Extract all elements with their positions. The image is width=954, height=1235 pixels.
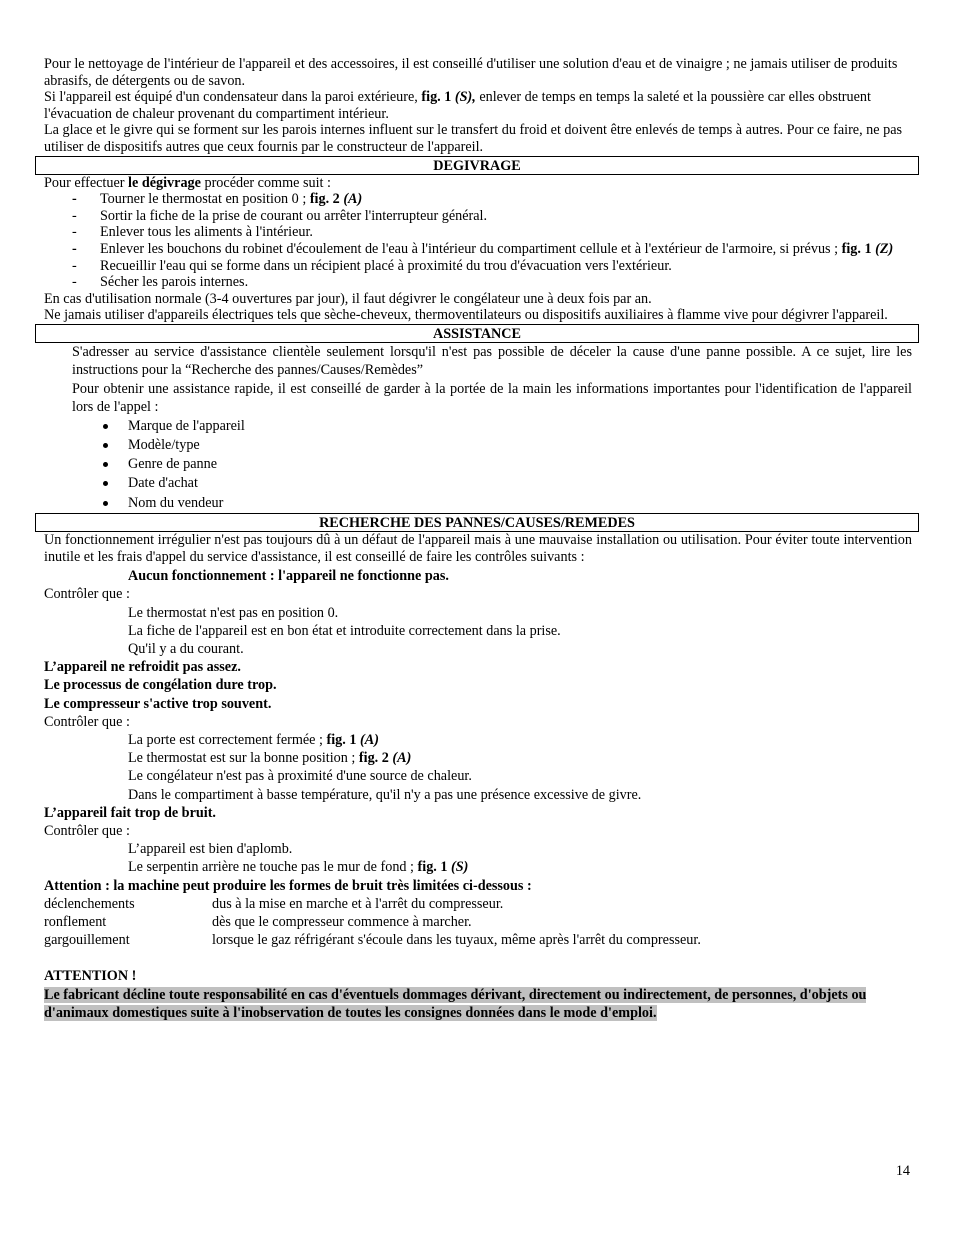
case-title-no-function — [44, 567, 912, 585]
list-item — [44, 274, 912, 291]
case-title-text: Le processus de congélation dure trop. — [44, 677, 277, 694]
intro-paragraph-ice: La glace et le givre qui se forment sur les parois internes influent sur le transfert du froid et doivent être enlevés de temps à autres. Pour ce faire, ne pas utiliser de dispositifs autres que ceux fournis par le constructeur de l'appareil. — [44, 122, 903, 155]
step-text: Sortir la fiche de la prise de courant ou arrêter l'interrupteur général. — [100, 207, 488, 224]
check-text: La porte est correctement fermée ; — [128, 732, 327, 749]
fig-letter: (A) — [392, 750, 412, 767]
check-item: La fiche de l'appareil est en bon état et introduite correctement dans la prise. — [128, 622, 561, 639]
list-item — [44, 224, 912, 241]
list-item: Marque de l'appareil — [44, 417, 912, 436]
noise-row — [44, 931, 912, 949]
case-title-text: L’appareil fait trop de bruit. — [44, 804, 216, 821]
intro-paragraph-cleaning: Pour le nettoyage de l'intérieur de l'appareil et des accessoires, il est conseillé d'utiliser une solution d'eau et de vinaigre ; ne jamais utiliser de produits abrasifs, de détergents ou de savon. — [44, 56, 898, 89]
recherche-intro: Un fonctionnement irrégulier n'est pas toujours dû à un défaut de l'appareil mais à une mauvaise installation ou utilisation. Pour éviter toute intervention inutile et les frais d'appel du service d'assistance, il est conseillé de faire les contrôles suivants : — [44, 532, 912, 565]
condenser-text-end: enlever de temps en temps la saleté et la poussière car elles obstruent l'évacuation de chaleur provenant du compartiment intérieur. — [44, 89, 871, 122]
list-item: Modèle/type — [44, 436, 912, 455]
noise-desc: dus à la mise en marche et à l'arrêt du compresseur. — [212, 895, 504, 912]
check-item — [44, 858, 912, 876]
step-text: Sécher les parois internes. — [100, 274, 249, 291]
check-item: L’appareil est bien d'aplomb. — [128, 841, 293, 858]
fig-letter: (S) — [451, 859, 469, 876]
noise-desc: dès que le compresseur commence à marcher. — [212, 914, 472, 931]
dash-marker: - — [72, 207, 77, 224]
noise-desc: lorsque le gaz réfrigérant s'écoule dans les tuyaux, même après l'arrêt du compresseur. — [212, 932, 701, 949]
case-title-noise — [44, 804, 912, 822]
warning-text — [44, 986, 912, 1022]
case-title-not-cold — [44, 658, 912, 676]
check-item: Le congélateur n'est pas à proximité d'une source de chaleur. — [128, 768, 472, 785]
section-heading-recherche: RECHERCHE DES PANNES/CAUSES/REMEDES — [35, 513, 919, 532]
degivrage-lead — [44, 175, 912, 192]
fig-ref: fig. 2 — [309, 191, 344, 208]
list-item — [44, 191, 912, 208]
case-title-text: L’appareil ne refroidit pas assez. — [44, 659, 241, 676]
check-item: Le thermostat n'est pas en position 0. — [128, 604, 339, 621]
warning-highlight: Le fabricant décline toute responsabilité en cas d'éventuels dommages dérivant, directement ou indirectement, de personnes, d'objets ou d'animaux domestiques suite à l'inobservation de toutes les consignes données dans le mode d'emploi. — [44, 986, 867, 1021]
noise-row — [44, 913, 912, 931]
noise-term: ronflement — [44, 914, 107, 931]
fig-letter: (A) — [343, 191, 363, 208]
step-text: Enlever tous les aliments à l'intérieur. — [100, 224, 313, 241]
dash-marker: - — [72, 274, 77, 291]
list-item: Date d'achat — [44, 474, 912, 493]
noise-attention — [44, 877, 912, 895]
check-item: Qu'il y a du courant. — [128, 641, 244, 658]
dash-marker: - — [72, 191, 77, 208]
case-title-text: Aucun fonctionnement : l'appareil ne fonctionne pas. — [128, 568, 449, 585]
page-number: 14 — [895, 1163, 910, 1179]
fig-letter: (A) — [360, 732, 379, 749]
step-text: Recueillir l'eau qui se forme dans un récipient placé à proximité du trou d'évacuation vers l'extérieur. — [100, 257, 672, 274]
check-label: Contrôler que : — [44, 823, 130, 840]
lead-text: Pour effectuer — [44, 174, 129, 191]
check-label: Contrôler que : — [44, 713, 130, 730]
degivrage-note-frequency: En cas d'utilisation normale (3-4 ouvertures par jour), il faut dégivrer le congélateur une à deux fois par an. — [44, 290, 652, 307]
check-text: Le serpentin arrière ne touche pas le mur de fond ; — [128, 859, 418, 876]
check-item — [44, 731, 912, 749]
lead-text-end: procéder comme suit : — [200, 174, 331, 191]
list-item — [44, 208, 912, 225]
fig-ref: fig. 2 — [358, 750, 393, 767]
fig-ref: fig. 1 — [421, 89, 455, 106]
step-text: Enlever les bouchons du robinet d'écoulement de l'eau à l'intérieur du compartiment cellule et à l'extérieur de l'armoire, si prévus ; — [100, 240, 842, 257]
case-title-text: Le compresseur s'active trop souvent. — [44, 695, 272, 712]
case-title-compressor — [44, 695, 912, 713]
noise-row — [44, 895, 912, 913]
degivrage-note-warning: Ne jamais utiliser d'appareils électriques tels que sèche-cheveux, thermoventilateurs ou dispositifs auxiliaires à flamme vive pour dégivrer l'appareil. — [44, 307, 888, 324]
lead-bold: le dégivrage — [128, 174, 201, 191]
check-item — [44, 749, 912, 767]
list-item: Nom du vendeur — [44, 494, 912, 513]
noise-term: gargouillement — [44, 932, 130, 949]
check-label: Contrôler que : — [44, 586, 130, 603]
section-heading-assistance: ASSISTANCE — [35, 324, 919, 343]
case-title-freezing-long — [44, 676, 912, 694]
check-item: Dans le compartiment à basse température, qu'il n'y a pas une présence excessive de givre. — [128, 786, 642, 803]
list-item: Genre de panne — [44, 455, 912, 474]
noise-attention-text: Attention : la machine peut produire les formes de bruit très limitées ci-dessous : — [44, 877, 532, 894]
step-text: Tourner le thermostat en position 0 ; — [100, 191, 310, 208]
check-text: Le thermostat est sur la bonne position ; — [128, 750, 359, 767]
fig-letter: (Z) — [875, 240, 894, 257]
condenser-text: Si l'appareil est équipé d'un condensateur dans la paroi extérieure, — [44, 89, 422, 106]
document-page — [44, 56, 912, 1022]
fig-ref: fig. 1 — [417, 859, 452, 876]
warning-title — [44, 967, 912, 985]
assistance-info-list — [44, 417, 912, 513]
dash-marker: - — [72, 257, 77, 274]
warning-title-text: ATTENTION ! — [44, 968, 137, 985]
section-heading-degivrage: DEGIVRAGE — [35, 156, 919, 175]
list-item — [44, 241, 912, 258]
assistance-paragraph-info: Pour obtenir une assistance rapide, il est conseillé de garder à la portée de la main les informations importantes pour l'identification de l'appareil lors de l'appel : — [72, 380, 912, 416]
assistance-paragraph-contact: S'adresser au service d'assistance clientèle seulement lorsqu'il n'est pas possible de déceler la cause d'une panne possible. A ce sujet, lire les instructions pour la “Recherche des pannes/Causes/Remèdes” — [72, 343, 912, 379]
fig-ref: fig. 1 — [841, 240, 876, 257]
fig-ref: fig. 1 — [326, 732, 361, 749]
fig-letter: (S), — [454, 89, 476, 106]
dash-marker: - — [72, 240, 77, 257]
list-item — [44, 258, 912, 275]
dash-marker: - — [72, 224, 77, 241]
degivrage-steps — [44, 191, 912, 291]
noise-term: déclenchements — [44, 895, 135, 912]
intro-paragraph-condenser — [44, 89, 912, 122]
